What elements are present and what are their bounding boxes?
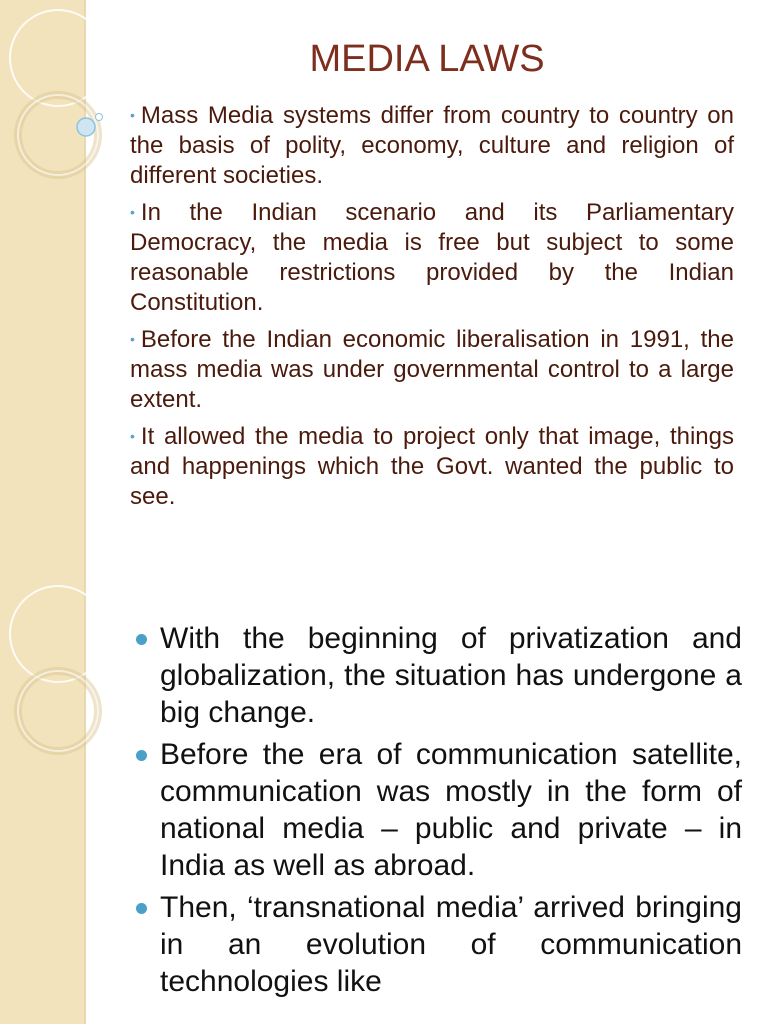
decorative-circles bbox=[0, 576, 130, 836]
slide1-bullet-list bbox=[130, 100, 734, 518]
bullet-glyph: • bbox=[130, 107, 135, 123]
list-item bbox=[130, 100, 734, 191]
bullet-text: It allowed the media to project only that image, things and happenings which the Govt. wanted the public to see. bbox=[130, 423, 734, 510]
bullet-glyph: • bbox=[130, 204, 135, 220]
slide-title: MEDIA LAWS bbox=[309, 38, 545, 80]
bullet-text: With the beginning of privatization and globalization, the situation has undergone a big change. bbox=[160, 622, 742, 729]
bullet-text: Before the era of communication satellite, communication was mostly in the form of national media – public and private – in India as well as abroad. bbox=[160, 738, 742, 882]
bullet-dot-icon bbox=[136, 634, 147, 645]
bullet-text: Mass Media systems differ from country to country on the basis of polity, economy, culture and religion of different societies. bbox=[130, 102, 734, 189]
list-item bbox=[130, 324, 734, 415]
slide2-bullet-list bbox=[136, 620, 742, 1005]
bullet-glyph: • bbox=[130, 428, 135, 444]
bullet-glyph: • bbox=[130, 331, 135, 347]
bullet-dot-icon bbox=[136, 750, 147, 761]
list-item bbox=[136, 736, 742, 884]
list-item bbox=[136, 620, 742, 731]
list-item bbox=[130, 197, 734, 318]
bullet-text: In the Indian scenario and its Parliamentary Democracy, the media is free but subject to some reasonable restrictions provided by the Indian Constitution. bbox=[130, 199, 734, 316]
list-item bbox=[136, 889, 742, 1000]
bullet-text: Before the Indian economic liberalisation in 1991, the mass media was under governmental control to a large extent. bbox=[130, 326, 734, 413]
bullet-text: Then, ‘transnational media’ arrived bringing in an evolution of communication technologies like bbox=[160, 891, 742, 998]
list-item bbox=[130, 421, 734, 512]
slide-2 bbox=[0, 576, 768, 1024]
bullet-dot-icon bbox=[136, 903, 147, 914]
